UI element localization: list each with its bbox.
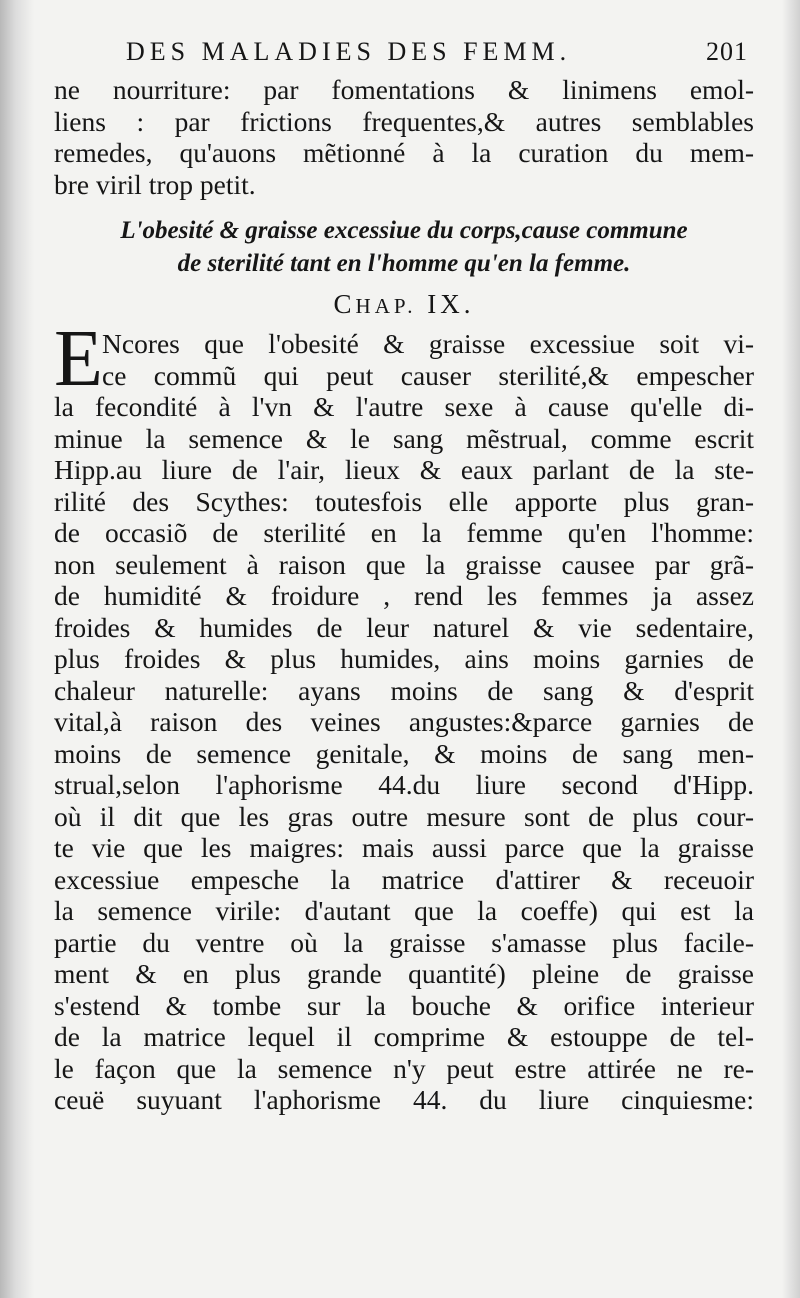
text-line: vital,à raison des veines angustes:&parce garnies de xyxy=(54,706,754,737)
text-line: froides & humides de leur naturel & vie sedentaire, xyxy=(54,611,754,643)
opening-paragraph xyxy=(54,74,754,200)
text-line: minue la semence & le sang mẽstrual, comme escrit xyxy=(54,422,754,454)
text-line: la semence virile: d'autant que la coeffe) qui est la xyxy=(54,895,754,926)
text-line: la fecondité à l'vn & l'autre sexe à cause qu'elle di- xyxy=(54,391,754,422)
page-header xyxy=(54,30,754,74)
text-line: ne nourriture: par fomentations & linimens emol- xyxy=(54,74,754,105)
text-line: le façon que la semence n'y peut estre attirée ne re- xyxy=(54,1052,754,1084)
text-line: strual,selon l'aphorisme 44.du liure second d'Hipp. xyxy=(54,769,754,800)
section-title-line-1: L'obesité & graisse excessiue du corps,cause commune xyxy=(120,217,688,244)
page-gutter-shadow xyxy=(0,0,34,1298)
drop-cap: E xyxy=(54,315,103,403)
text-line: excessiue empesche la matrice d'attirer & receuoir xyxy=(54,863,754,895)
text-line: moins de semence genitale, & moins de sang men- xyxy=(54,737,754,769)
text-line: ce commũ qui peut causer sterilité,& empescher xyxy=(102,359,754,391)
text-line: plus froides & plus humides, ains moins garnies de xyxy=(54,643,754,674)
chapter-heading xyxy=(54,284,754,326)
chapter-prefix: C xyxy=(333,289,356,319)
text-line: partie du ventre où la graisse s'amasse plus facile- xyxy=(54,926,754,958)
text-line: Hipp.au liure de l'air, lieux & eaux parlant de la ste- xyxy=(54,454,754,485)
chapter-prefix-small: HAP. xyxy=(355,294,417,318)
running-head: DES MALADIES DES FEMM. xyxy=(126,37,572,66)
text-line: liens : par frictions frequentes,& autres semblables xyxy=(54,105,754,137)
chapter-number: IX. xyxy=(427,289,475,319)
text-line: s'estend & tombe sur la bouche & orifice interieur xyxy=(54,989,754,1021)
text-line: Ncores que l'obesité & graisse excessiue soit vi- xyxy=(102,328,754,359)
text-line: rilité des Scythes: toutesfois elle apporte plus gran- xyxy=(54,485,754,517)
text-line: bre viril trop petit. xyxy=(54,168,256,200)
chapter-body xyxy=(54,315,754,1116)
text-line: de occasiõ de sterilité en la femme qu'en l'homme: xyxy=(54,517,754,548)
page-number: 201 xyxy=(706,37,748,66)
text-line: de la matrice lequel il comprime & estouppe de tel- xyxy=(54,1021,754,1052)
section-title xyxy=(54,214,754,280)
text-line: remedes, qu'auons mẽtionné à la curation du mem- xyxy=(54,137,754,168)
section-title-line-2: de sterilité tant en l'homme qu'en la femme. xyxy=(177,250,631,277)
page-edge-shadow xyxy=(782,0,800,1298)
text-line: ment & en plus grande quantité) pleine de graisse xyxy=(54,958,754,989)
text-line: chaleur naturelle: ayans moins de sang & d'esprit xyxy=(54,674,754,706)
text-line: où il dit que les gras outre mesure sont de plus cour- xyxy=(54,800,754,832)
text-line: ceuë suyuant l'aphorisme 44. du liure cinquiesme: xyxy=(54,1084,754,1115)
text-line: de humidité & froidure , rend les femmes ja assez xyxy=(54,580,754,611)
text-line: non seulement à raison que la graisse causee par grã- xyxy=(54,548,754,580)
text-line: te vie que les maigres: mais aussi parce que la graisse xyxy=(54,832,754,863)
page-content xyxy=(54,30,754,1116)
